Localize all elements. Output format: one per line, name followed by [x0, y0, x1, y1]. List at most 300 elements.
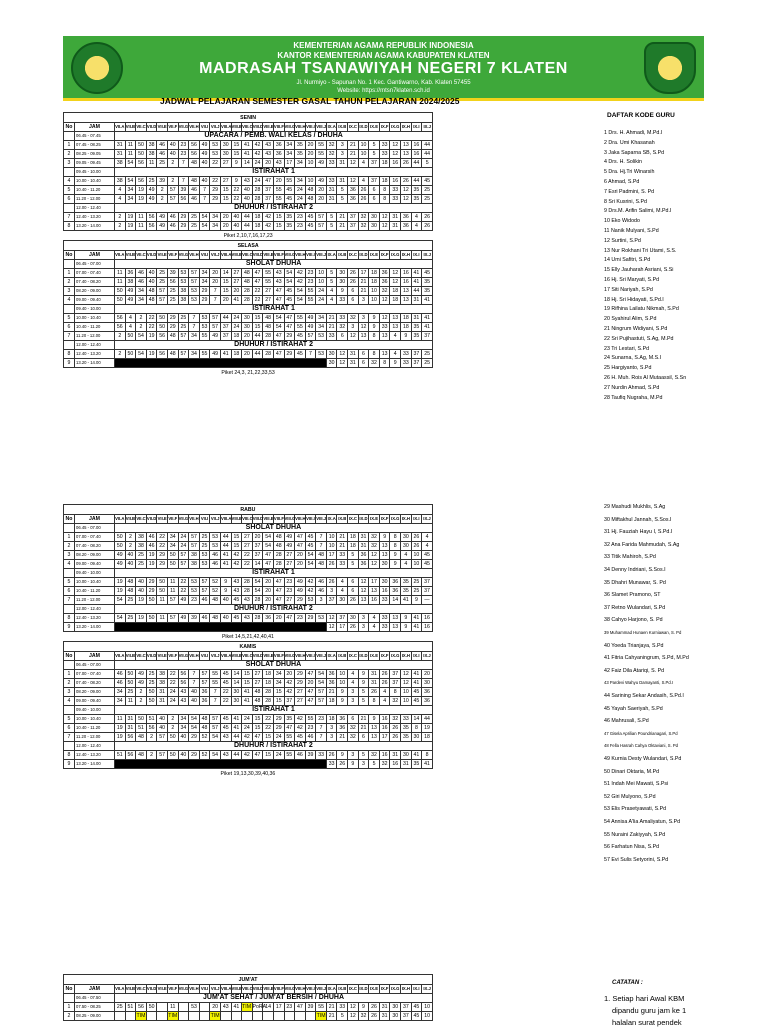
teacher-code-cell: 15 [252, 314, 263, 323]
class-header: VII.C [136, 123, 147, 132]
teacher-code-cell: 16 [379, 751, 390, 760]
teacher-code-cell: 37 [422, 587, 433, 596]
teacher-code-cell: 43 [242, 596, 253, 605]
activity-row [64, 305, 433, 314]
teacher-code-cell: 33 [326, 177, 337, 186]
class-header: VIII.H [295, 515, 306, 524]
teacher-code-cell: 22 [231, 195, 242, 204]
class-header: IX.H [401, 652, 412, 661]
teacher-code-cell: 31 [348, 350, 359, 359]
teacher-code-cell: 22 [231, 186, 242, 195]
period-time: 09.00 - 09.40 [75, 296, 115, 305]
teacher-code-cell: 35 [422, 287, 433, 296]
teacher-code-cell: 48 [189, 159, 200, 168]
teacher-code-cell: 57 [316, 213, 327, 222]
teacher-code-cell [189, 1012, 200, 1021]
lesson-row [64, 715, 433, 724]
teacher-code-cell: 48 [305, 195, 316, 204]
teacher-entry: 18 Hj. Sri Hidayati, S.Pd.I [604, 296, 664, 303]
teacher-code-cell: 27 [252, 670, 263, 679]
teacher-code-cell: 20 [305, 150, 316, 159]
teacher-code-cell: 47 [284, 724, 295, 733]
teacher-code-cell: 29 [284, 350, 295, 359]
class-header: VII.B [125, 515, 136, 524]
teacher-code-cell: 15 [231, 150, 242, 159]
teacher-code-cell: 21 [326, 323, 337, 332]
teacher-code-cell: 53 [210, 141, 221, 150]
teacher-code-cell: 55 [284, 733, 295, 742]
activity-row [64, 994, 433, 1003]
teacher-code-cell: 33 [337, 1003, 348, 1012]
teacher-code-cell: 15 [273, 222, 284, 231]
teacher-code-cell: 44 [220, 314, 231, 323]
teacher-code-cell: 15 [252, 724, 263, 733]
teacher-code-cell: 22 [242, 560, 253, 569]
teacher-code-cell: 26 [369, 1012, 380, 1021]
teacher-code-cell: 37 [411, 350, 422, 359]
teacher-code-cell: 6 [358, 733, 369, 742]
teacher-code-cell: 57 [178, 551, 189, 560]
teacher-code-cell: 3 [326, 733, 337, 742]
teacher-code-cell: 48 [146, 287, 157, 296]
class-header: IX.I [411, 251, 422, 260]
teacher-code-cell: 36 [273, 141, 284, 150]
lesson-row [64, 542, 433, 551]
teacher-code-cell: 23 [178, 150, 189, 159]
class-header: IX.E [369, 515, 380, 524]
teacher-entry: 8 Sri Kusrini, S.Pd [604, 198, 647, 205]
teacher-code-cell: 44 [422, 141, 433, 150]
teacher-code-cell: 2 [115, 213, 126, 222]
class-header: VII.J [210, 652, 221, 661]
teacher-entry: 42 Faiz Dila Atariqi, S. Pd [604, 667, 665, 674]
period-time: 09.40 - 10.00 [75, 305, 115, 314]
notes-line: halalan surat pendek [612, 1018, 682, 1027]
teacher-code-cell: 9 [369, 715, 380, 724]
col-no-header: No [64, 251, 75, 260]
class-header: VII.G [178, 515, 189, 524]
activity-label: DHUHUR / ISTIRAHAT 2 [115, 605, 433, 614]
teacher-code-cell: 55 [284, 751, 295, 760]
period-time: 09.40 - 10.00 [75, 706, 115, 715]
teacher-code-cell: 46 [136, 278, 147, 287]
teacher-code-cell: 10 [305, 177, 316, 186]
teacher-entry: 37 Retno Wulandari, S.Pd [604, 604, 666, 611]
class-header: VII.I [199, 123, 210, 132]
teacher-code-cell: 36 [358, 551, 369, 560]
teacher-code-cell: 46 [115, 670, 126, 679]
teacher-code-cell: 9 [411, 596, 422, 605]
teacher-code-cell: 14 [390, 596, 401, 605]
teacher-code-cell: 7 [178, 159, 189, 168]
teacher-code-cell: 42 [295, 724, 306, 733]
teacher-code-cell: 8 [390, 688, 401, 697]
teacher-code-cell: 22 [210, 177, 221, 186]
teacher-code-cell: 27 [242, 533, 253, 542]
teacher-code-cell: 50 [115, 542, 126, 551]
activity-row [64, 204, 433, 213]
teacher-code-cell: 25 [136, 560, 147, 569]
teacher-code-cell: 40 [189, 697, 200, 706]
teacher-code-cell: 18 [401, 314, 412, 323]
teacher-code-cell: 40 [220, 596, 231, 605]
teacher-code-cell: 8 [390, 542, 401, 551]
column-header-row [64, 251, 433, 260]
class-header: VII.I [199, 515, 210, 524]
teacher-code-cell: 45 [411, 1012, 422, 1021]
teacher-code-cell: 57 [178, 332, 189, 341]
teacher-code-cell: 20 [220, 222, 231, 231]
teacher-code-cell: 48 [252, 697, 263, 706]
teacher-code-cell: 18 [401, 323, 412, 332]
class-header: VIII.C [242, 123, 253, 132]
class-header: VII.A [115, 652, 126, 661]
teacher-code-cell: 50 [167, 733, 178, 742]
teacher-code-cell: 25 [157, 278, 168, 287]
lesson-row [64, 314, 433, 323]
teacher-code-cell [263, 1012, 274, 1021]
piket-row [64, 368, 433, 378]
teacher-code-cell: 12 [369, 551, 380, 560]
teacher-code-cell: 8 [390, 533, 401, 542]
col-no-header: No [64, 123, 75, 132]
teacher-code-cell: 8 [379, 195, 390, 204]
teacher-code-cell: 44 [422, 715, 433, 724]
teacher-code-cell: 30 [369, 213, 380, 222]
teacher-code-cell: 46 [316, 578, 327, 587]
teacher-code-cell: 32 [369, 542, 380, 551]
teacher-code-cell: 28 [252, 596, 263, 605]
teacher-code-cell: 13 [401, 150, 412, 159]
teacher-code-cell: 36 [401, 222, 412, 231]
teacher-code-cell: 34 [316, 314, 327, 323]
teacher-entry: 47 Gisela Aprilian Poundrianagari, S.Pd [604, 730, 678, 736]
teacher-code-cell: 41 [231, 296, 242, 305]
teacher-code-cell: 57 [305, 332, 316, 341]
teacher-code-cell: 15 [231, 542, 242, 551]
teacher-code-cell: 26 [348, 269, 359, 278]
period-time: 10.00 - 10.40 [75, 578, 115, 587]
teacher-code-cell: 57 [199, 578, 210, 587]
teacher-code-cell: 57 [210, 323, 221, 332]
teacher-code-cell: 50 [125, 332, 136, 341]
teacher-code-cell: 29 [157, 560, 168, 569]
period-time: 07.00 - 07.40 [75, 269, 115, 278]
teacher-code-cell: 8 [379, 359, 390, 368]
teacher-code-cell: 4 [337, 587, 348, 596]
teacher-entry: 44 Sarining Sekar Andasih, S.Pd.I [604, 693, 684, 699]
teacher-code-cell: 19 [146, 551, 157, 560]
teacher-code-cell: 31 [390, 213, 401, 222]
school-name: MADRASAH TSANAWIYAH NEGERI 7 KLATEN [199, 60, 568, 77]
teacher-code-cell: 24 [242, 715, 253, 724]
teacher-code-cell: 50 [157, 323, 168, 332]
teacher-code-cell: 54 [210, 733, 221, 742]
teacher-code-cell: 30 [390, 1003, 401, 1012]
teacher-code-cell: 7 [210, 296, 221, 305]
teacher-code-cell: 48 [252, 688, 263, 697]
period-time: 09.00 - 09.40 [75, 697, 115, 706]
teacher-code-cell: 27 [284, 551, 295, 560]
teacher-code-cell: 22 [157, 533, 168, 542]
teacher-code-cell: 50 [157, 578, 168, 587]
teacher-code-cell [199, 1003, 210, 1012]
teacher-code-cell: 10 [358, 141, 369, 150]
column-header-row [64, 652, 433, 661]
class-header: VIII.E [263, 123, 274, 132]
class-header: VII.I [199, 652, 210, 661]
teacher-code-cell: 9 [220, 587, 231, 596]
period-number [64, 260, 75, 269]
office-name: KANTOR KEMENTERIAN AGAMA KABUPATEN KLATEN [277, 51, 490, 60]
teacher-code-cell: 47 [295, 542, 306, 551]
teacher-code-cell [157, 1012, 168, 1021]
teacher-code-cell: 47 [273, 587, 284, 596]
teacher-code-cell: 25 [411, 578, 422, 587]
period-time: 10.40 - 11.20 [75, 323, 115, 332]
teacher-code-cell: 13 [390, 314, 401, 323]
teacher-code-cell: 21 [326, 1003, 337, 1012]
teacher-code-cell: 10 [369, 287, 380, 296]
teacher-code-cell [157, 1003, 168, 1012]
teacher-code-cell: 19 [422, 724, 433, 733]
teacher-code-cell: 46 [157, 150, 168, 159]
teacher-code-cell: 21 [337, 733, 348, 742]
teacher-code-cell: 45 [305, 542, 316, 551]
teacher-code-cell: 22 [146, 314, 157, 323]
teacher-code-cell: 45 [422, 177, 433, 186]
teacher-code-cell: 3 [348, 751, 359, 760]
teacher-code-cell: 32 [348, 724, 359, 733]
teacher-code-cell: 3 [348, 323, 359, 332]
teacher-code-cell: 55 [263, 269, 274, 278]
teacher-code-cell: 2 [115, 350, 126, 359]
teacher-code-cell: 40 [146, 278, 157, 287]
teacher-code-cell: 9 [390, 560, 401, 569]
teacher-code-cell: 57 [316, 222, 327, 231]
teacher-code-cell: 2 [157, 195, 168, 204]
teacher-code-cell: 17 [379, 733, 390, 742]
teacher-code-cell: 56 [125, 751, 136, 760]
teacher-code-cell: 50 [146, 1003, 157, 1012]
teacher-code-cell: 36 [358, 560, 369, 569]
teacher-code-cell: 23 [316, 715, 327, 724]
teacher-code-cell: 54 [273, 314, 284, 323]
teacher-code-cell: 50 [146, 688, 157, 697]
teacher-entry: 13 Nur Rokhani Tri Utami, S.S. [604, 247, 677, 254]
teacher-code-cell: 57 [316, 688, 327, 697]
column-header-row [64, 985, 433, 994]
teacher-code-cell: 42 [305, 587, 316, 596]
day-name: SELASA [64, 241, 433, 251]
teacher-code-cell: 39 [178, 186, 189, 195]
teacher-code-cell: 25 [146, 177, 157, 186]
piket-duty: Piket 24,3, 21,22,33,53 [221, 369, 275, 376]
teacher-code-cell: 29 [273, 715, 284, 724]
teacher-entry: 31 Hj. Fauziah Hayu I, S.Pd.I [604, 529, 673, 536]
teacher-code-cell: 16 [411, 141, 422, 150]
teacher-code-cell: 56 [178, 670, 189, 679]
teacher-code-cell: 49 [199, 150, 210, 159]
ministry-name: KEMENTERIAN AGAMA REPUBLIK INDONESIA [293, 41, 474, 50]
class-header: IX.A [326, 123, 337, 132]
teacher-code-cell: 54 [189, 715, 200, 724]
teacher-code-cell: 10 [326, 542, 337, 551]
teacher-code-cell: 10 [326, 533, 337, 542]
class-header: IX.C [348, 652, 359, 661]
teacher-code-cell: 33 [326, 159, 337, 168]
teacher-code-cell: 14 [411, 715, 422, 724]
teacher-code-cell: 37 [369, 159, 380, 168]
teacher-code-cell: 42 [263, 213, 274, 222]
col-jam-header: JAM [75, 515, 115, 524]
teacher-code-cell: 45 [220, 670, 231, 679]
teacher-code-cell: 49 [115, 551, 126, 560]
teacher-code-cell: 31 [337, 177, 348, 186]
day-name: JUM'AT [64, 975, 433, 985]
teacher-code-cell: 37 [422, 332, 433, 341]
class-header: IX.D [358, 515, 369, 524]
teacher-code-cell: 15 [231, 533, 242, 542]
teacher-code-cell: 35 [284, 222, 295, 231]
class-header: VIII.E [263, 985, 274, 994]
teacher-code-cell: 46 [316, 587, 327, 596]
teacher-code-cell: 55 [263, 278, 274, 287]
teacher-code-cell: 22 [178, 587, 189, 596]
teacher-code-cell: 56 [157, 332, 168, 341]
teacher-entry: 41 Fitria Cahyaningrum, S.Pd, M.Pd [604, 655, 689, 662]
class-header: VIII.B [231, 251, 242, 260]
teacher-code-cell: 55 [284, 177, 295, 186]
teacher-entry: 6 Ahmad, S.Pd [604, 179, 640, 185]
class-header: IX.H [401, 251, 412, 260]
teacher-code-cell: 51 [146, 715, 157, 724]
teacher-code-cell: 37 [401, 1012, 412, 1021]
teacher-code-cell: 32 [326, 150, 337, 159]
class-header: VIII.E [263, 251, 274, 260]
teacher-code-cell: 57 [199, 587, 210, 596]
class-header: IX.A [326, 251, 337, 260]
teacher-code-cell: 12 [379, 222, 390, 231]
teacher-code-cell: 20 [284, 670, 295, 679]
teacher-code-cell: 6 [348, 296, 359, 305]
teacher-code-cell: 32 [326, 141, 337, 150]
teacher-code-cell: 29 [199, 296, 210, 305]
period-number: 4 [64, 697, 75, 706]
teacher-code-cell: 48 [316, 551, 327, 560]
teacher-code-cell: 2 [136, 697, 147, 706]
period-time: 10.40 - 11.20 [75, 724, 115, 733]
teacher-code-cell: 25 [422, 186, 433, 195]
teacher-code-cell: 32 [348, 733, 359, 742]
period-number: 7 [64, 332, 75, 341]
teacher-code-cell: 46 [199, 596, 210, 605]
teacher-code-cell: 35 [411, 760, 422, 769]
teacher-entry: 32 Ana Farida Mahmudah, S.Ag [604, 541, 680, 548]
teacher-code-cell: 15 [273, 688, 284, 697]
schedule-table [63, 974, 433, 1021]
teacher-code-cell: 50 [167, 751, 178, 760]
teacher-code-cell: 46 [115, 679, 126, 688]
period-time: 12.40 - 13.20 [75, 751, 115, 760]
teacher-code-cell: 28 [242, 578, 253, 587]
teacher-code-cell: 44 [242, 222, 253, 231]
teacher-code-cell: 5 [358, 697, 369, 706]
teacher-code-cell: 29 [273, 724, 284, 733]
teacher-code-cell: 48 [273, 533, 284, 542]
teacher-code-cell: 15 [252, 323, 263, 332]
teacher-code-cell: 47 [273, 578, 284, 587]
teacher-code-cell: 54 [115, 614, 126, 623]
teacher-code-cell: 3 [358, 760, 369, 769]
teacher-entry: 25 Hargiyanto, S.Pd [604, 365, 652, 372]
teacher-code-cell: 30 [390, 1012, 401, 1021]
teacher-code-cell: 42 [231, 551, 242, 560]
class-header: VII.F [167, 652, 178, 661]
teacher-code-cell: 27 [220, 177, 231, 186]
lesson-row [64, 614, 433, 623]
teacher-code-cell: 56 [157, 350, 168, 359]
teacher-code-cell: 10 [422, 1012, 433, 1021]
class-header: IX.C [348, 985, 359, 994]
teacher-code-cell: 8 [369, 697, 380, 706]
class-header: VIII.J [316, 251, 327, 260]
teacher-code-cell: 16 [390, 760, 401, 769]
period-time: 10.00 - 10.40 [75, 177, 115, 186]
teacher-code-cell: 29 [178, 213, 189, 222]
teacher-code-cell: 41 [422, 314, 433, 323]
teacher-code-cell: 53 [189, 587, 200, 596]
teacher-code-cell: 2 [115, 222, 126, 231]
teacher-code-cell: 30 [379, 578, 390, 587]
teacher-code-cell: 4 [115, 195, 126, 204]
teacher-code-cell: 44 [411, 177, 422, 186]
teacher-code-cell: 49 [295, 578, 306, 587]
teacher-code-cell: 7 [316, 533, 327, 542]
class-header: VIII.J [316, 652, 327, 661]
teacher-entry: 46 Mahrusali, S.Pd [604, 718, 649, 725]
class-header: VIII.J [316, 515, 327, 524]
period-number [64, 661, 75, 670]
teacher-code-cell: 32 [358, 213, 369, 222]
teacher-code-cell: 5 [348, 551, 359, 560]
teacher-code-cell: 7 [199, 186, 210, 195]
teacher-code-cell: 47 [284, 314, 295, 323]
teacher-code-cell: 56 [178, 679, 189, 688]
teacher-code-cell: 40 [125, 560, 136, 569]
teacher-code-cell: 12 [401, 195, 412, 204]
teacher-code-cell: 4 [125, 323, 136, 332]
teacher-code-cell: 19 [115, 587, 126, 596]
activity-label: SHOLAT DHUHA [115, 260, 433, 269]
teacher-code-cell: 38 [146, 141, 157, 150]
teacher-code-cell: 20 [252, 533, 263, 542]
col-jam-header: JAM [75, 123, 115, 132]
teacher-code-cell: 13 [369, 587, 380, 596]
lesson-row [64, 213, 433, 222]
teacher-code-cell: 48 [316, 560, 327, 569]
period-time: 09.00 - 09.40 [75, 560, 115, 569]
teacher-code-cell: 37 [348, 222, 359, 231]
class-header: IX.E [369, 985, 380, 994]
teacher-code-cell: 14 [252, 560, 263, 569]
period-number: 8 [64, 614, 75, 623]
activity-label: DHUHUR / ISTIRAHAT 2 [115, 341, 433, 350]
teacher-code-cell: 26 [326, 560, 337, 569]
period-time: 10.00 - 10.40 [75, 314, 115, 323]
teacher-code-cell: 12 [369, 560, 380, 569]
teacher-code-cell: 36 [422, 697, 433, 706]
